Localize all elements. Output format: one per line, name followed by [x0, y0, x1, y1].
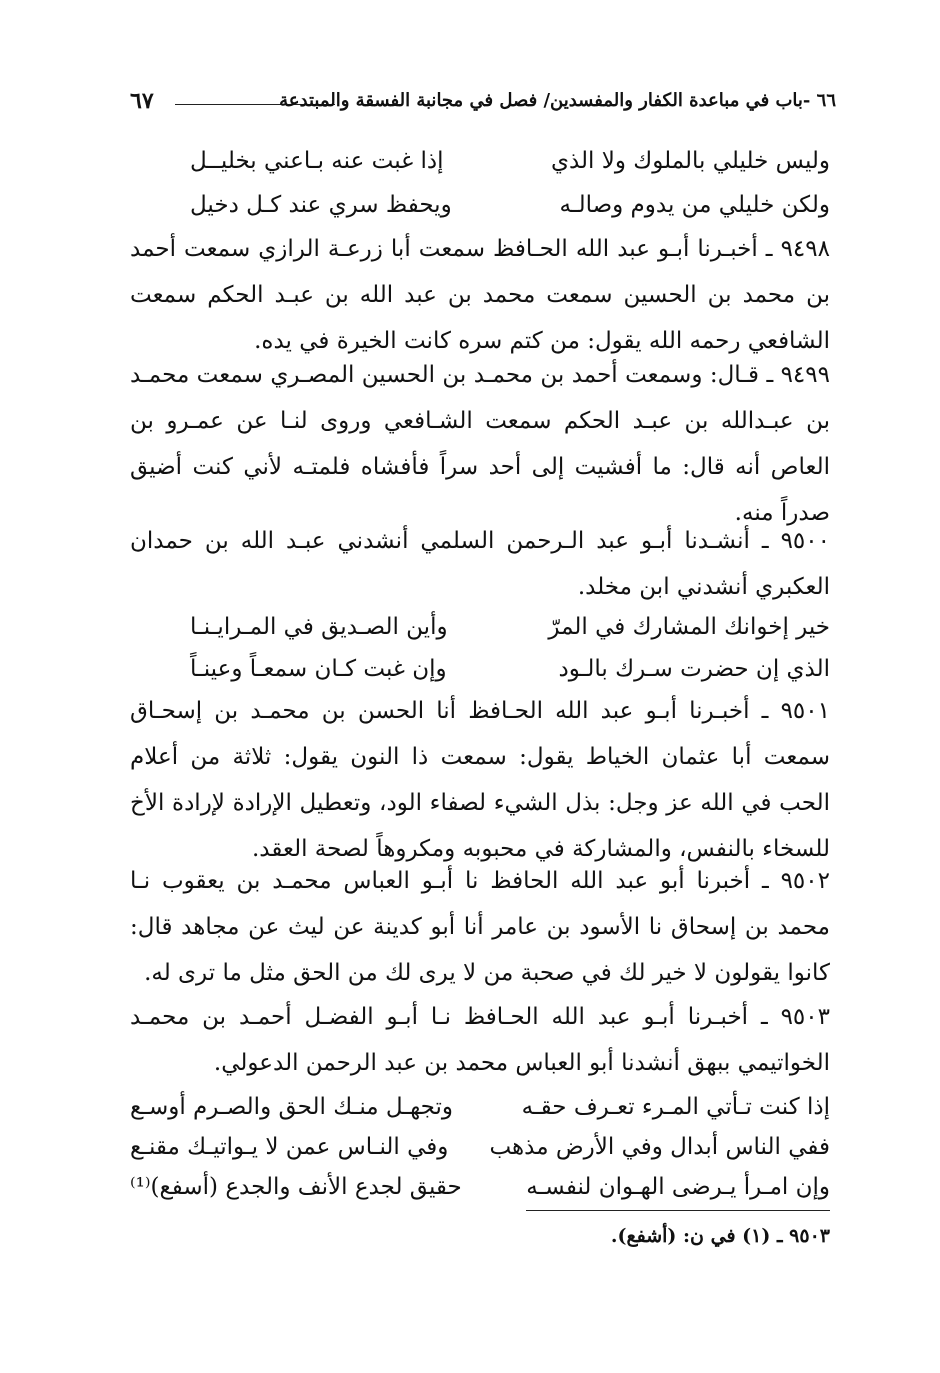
paragraph-9503 [130, 994, 830, 1086]
paragraph-text: ٩٥٠١ ـ أخبـرنا أبـو عبد الله الحـافظ أنا الحسن بن محمـد بن إسحـاق سمعت أبا عثمان الخياط يقول: سمعت ذا النون يقول: ثلاثة من أعلام الحب في الله عز وجل: بذل الشيء لصفاء الود، وتعطيل الإرادة لإرادة الأخ للسخاء بالنفس، والمشاركة في محبوبه ومكروهاً لصحة العقد. [130, 698, 830, 862]
paragraph-9499 [130, 352, 830, 536]
page-number: ٦٧ [130, 88, 154, 114]
paragraph-9502 [130, 858, 830, 996]
verse-first-hemistich: وليس خليلي بالملوك ولا الذي [550, 148, 830, 174]
paragraph-text: ٩٥٠٠ ـ أنشـدنا أبـو عبد الـرحمن السلمي أنشدني عبـد الله بن حمدان العكبري أنشدني ابن مخلد. [130, 528, 830, 600]
verse-second-hemistich: ويحفظ سري عند كـل دخيل [190, 192, 452, 218]
verse-line [130, 646, 830, 692]
verse-first-hemistich: ولكن خليلي من يدوم وصالـه [559, 192, 830, 218]
paragraph-text: ٩٥٠٣ ـ أخبـرنا أبـو عبد الله الحـافظ نـا أبـو الفضـل أحمـد بن محمـد الخواتيمي ببهق أنشدنا أبو العباس محمد بن عبد الرحمن الدعولي. [130, 1004, 830, 1076]
verse-second-hemistich: إذا غبت عنه بـاعني بخليــل [190, 148, 444, 174]
verse-second-hemistich: حقيق لجدع الأنف والجدع (أسفع)⁽¹⁾ [130, 1174, 462, 1200]
verse-first-hemistich: خير إخوانك المشارك في المرّ [548, 614, 830, 640]
verse-line [130, 182, 830, 228]
verse-first-hemistich: إذا كنت تـأتي المـرء تعـرف حقـه [521, 1094, 830, 1120]
page-header [130, 88, 836, 118]
verse-second-hemistich: وإن غبت كـان سمعـاً وعينـاً [190, 656, 447, 682]
chapter-title: ٦٦ -باب في مباعدة الكفار والمفسدين/ فصل في مجانبة الفسقة والمبتدعة [279, 90, 836, 111]
verse-first-hemistich: وإن امـرأ يـرضى الهـوان لنفسـه [526, 1164, 830, 1211]
verse-second-hemistich: وفي النـاس عمن لا يـواتيـك مقنـع [130, 1134, 449, 1160]
paragraph-text: ٩٤٩٩ ـ قـال: وسمعت أحمد بن محمـد بن الحسين المصـري سمعت محمـد بن عبـدالله بن عبـد الحكم سمعت الشـافعي وروى لنـا عن عمـرو بن العاص أنه قال: ما أفشيت إلى أحد سراً فأفشاه فلمتـه لأني كنت أضيق صدراً منه. [130, 362, 830, 526]
paragraph-text: ٩٤٩٨ ـ أخبـرنا أبـو عبد الله الحـافظ سمعت أبا زرعـة الرازي سمعت أحمد بن محمد بن الحسين سمعت محمد بن عبد الله بن عبـد الحكم سمعت الشافعي رحمه الله يقول: من كتم سره كانت الخيرة في يده. [130, 236, 830, 354]
verse-line [130, 138, 830, 184]
verse-second-hemistich: وتجهـل منـك الحق والصـرم أوسـع [130, 1094, 454, 1120]
paragraph-9500 [130, 518, 830, 610]
paragraph-9498 [130, 226, 830, 364]
paragraph-9501 [130, 688, 830, 872]
verse-second-hemistich: وأين الصـديق في المـرايـنـا [190, 614, 448, 640]
paragraph-text: ٩٥٠٢ ـ أخبرنا أبو عبد الله الحافظ نا أبـو العباس محمـد بن يعقوب نـا محمد بن إسحاق نا الأسود بن عامر أنا أبو كدينة عن ليث عن مجاهد قال: كانوا يقولون لا خير لك في صحبة من لا يرى لك من الحق مثل ما ترى له. [130, 868, 830, 986]
verse-first-hemistich: ففي الناس أبدال وفي الأرض مذهب [489, 1134, 830, 1160]
verse-first-hemistich: الذي إن حضرت سـرك بالـود [558, 656, 830, 682]
footnote: ٩٥٠٣ ـ (١) في ن: (أشفع). [610, 1225, 830, 1247]
verse-line [130, 1164, 830, 1210]
verse-line [130, 604, 830, 650]
